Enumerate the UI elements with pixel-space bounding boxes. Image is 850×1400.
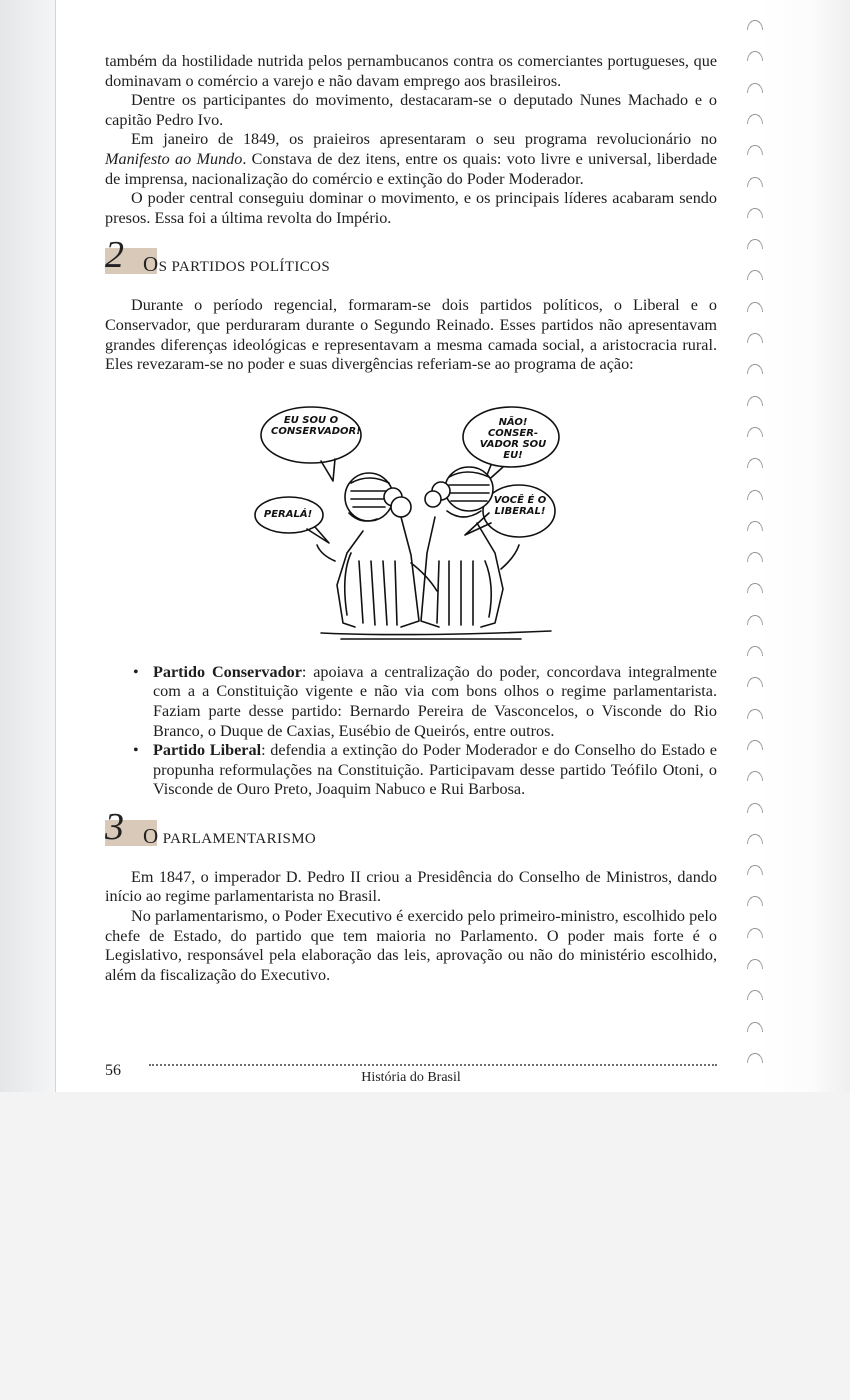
section-title	[143, 823, 317, 850]
bullet-term: Partido Conservador	[153, 662, 302, 681]
page-number: 56	[105, 1062, 121, 1079]
paragraph: Em 1847, o imperador D. Pedro II criou a Presidência do Conselho de Ministros, dando início ao regime parlamentarista no Brasil.	[105, 867, 717, 906]
paragraph: também da hostilidade nutrida pelos pernambucanos contra os comerciantes portugueses, que dominavam o comércio a varejo e não davam emprego aos brasileiros.	[105, 52, 717, 90]
title-rest: PARLAMENTARISMO	[158, 830, 317, 847]
section-heading-3	[105, 805, 717, 850]
text-run: Em janeiro de 1849, os praieiros apresentaram o seu programa revolucionário no	[131, 130, 717, 149]
bullet-text: : apoiava a centralização do poder, concordava integralmente com a a Constituição vigente e não via com bons olhos o regime parlamentarista. Faziam parte desse partido: Bernardo Pereira de Vasconcelos, o Visconde do Rio Branco, o Duque de Caxias, Eusébio de Queirós, entre outros.	[153, 662, 717, 740]
list-item	[153, 741, 717, 800]
binding-ring	[747, 270, 763, 280]
paragraph: Durante o período regencial, formaram-se dois partidos políticos, o Liberal e o Conservador, que perduraram durante o Segundo Reinado. Esses partidos não apresentavam grandes diferenças ideológicas e representavam a mesma camada social, a aristocracia rural. Eles revezaram-se no poder e suas divergências referiam-se ao programa de ação:	[105, 296, 717, 374]
text-run: . Constava de dez itens, entre os quais: voto livre e universal, liberdade de imprensa, nacionalização do comércio e extinção do Poder Moderador.	[105, 149, 718, 188]
paragraph	[105, 130, 717, 189]
section-heading-2	[105, 234, 717, 278]
bullet-text: : defendia a extinção do Poder Moderador e do Conselho do Estado e propunha reformulações na Constituição. Participavam desse partido Teófilo Otoni, o Visconde de Ouro Preto, Joaquim Nabuco e Rui Barbosa.	[153, 741, 717, 799]
section-number: 2	[105, 234, 124, 277]
section-title	[143, 252, 331, 278]
page-footer	[105, 1058, 717, 1088]
scan-background	[0, 1092, 850, 1400]
title-cap: O	[143, 823, 159, 848]
paragraph: O poder central conseguiu dominar o movimento, e os principais líderes acabaram sendo presos. Essa foi a última revolta do Império.	[105, 189, 717, 227]
speech-bubble-liberal: VOCÊ É O LIBERAL!	[493, 494, 547, 517]
speech-bubble-conservador-left: EU SOU O CONSERVADOR!	[271, 414, 361, 437]
scan-left-margin	[0, 0, 55, 1092]
emphasis-text: Manifesto ao Mundo	[105, 149, 243, 168]
party-list	[105, 663, 717, 800]
spiral-binding	[760, 0, 850, 1092]
list-item	[153, 663, 717, 741]
bullet-term: Partido Liberal	[153, 741, 262, 760]
political-cartoon	[105, 385, 717, 653]
paragraph: No parlamentarismo, o Poder Executivo é exercido pelo primeiro-ministro, escolhido pelo chefe de Estado, do partido que tem maioria no Parlamento. O poder mais forte é o Legislativo, responsável pela elaboração das leis, aprovação ou não do ministério escolhido, além da fiscalização do Executivo.	[105, 907, 717, 984]
book-title: História do Brasil	[361, 1070, 461, 1085]
binding-ring	[747, 896, 763, 906]
page-content	[105, 52, 717, 985]
binding-ring	[747, 583, 763, 593]
title-cap: O	[143, 252, 159, 277]
paragraph: Dentre os participantes do movimento, destacaram-se o deputado Nunes Machado e o capitão Pedro Ivo.	[105, 91, 717, 129]
footer-dotted-rule	[149, 1064, 717, 1066]
section-number: 3	[105, 805, 124, 848]
speech-bubble-perala: PERALÁ!	[263, 508, 313, 520]
speech-bubble-conservador-right: NÃO! CONSER-VADOR SOU EU!	[479, 416, 547, 461]
title-rest: S PARTIDOS POLÍTICOS	[158, 259, 331, 276]
